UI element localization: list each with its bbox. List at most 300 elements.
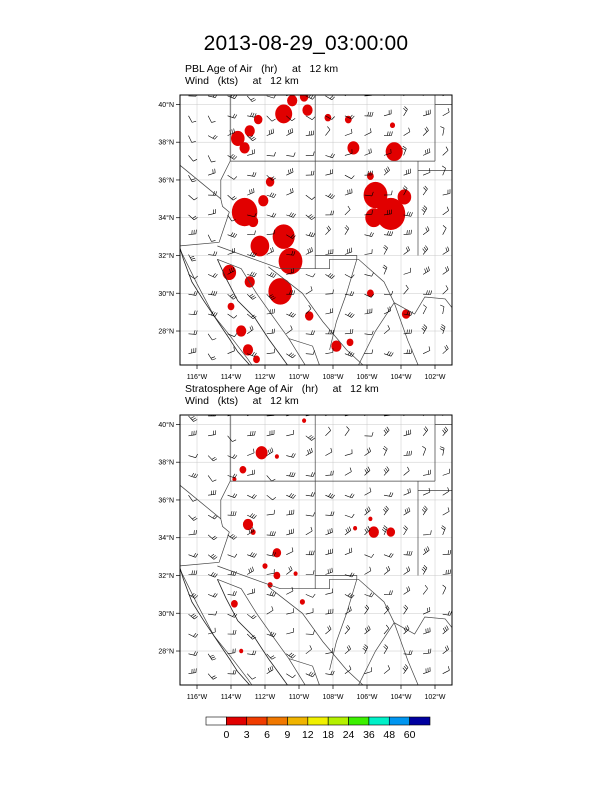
wind-barb-26: [422, 325, 427, 334]
colorbar-swatch-5: [308, 717, 328, 725]
wind-barb-116: [267, 510, 275, 515]
wind-barb-87: [247, 231, 255, 235]
wind-barb-133: [325, 169, 332, 175]
lon-tick-label: 110°W: [288, 374, 310, 381]
lon-tick-label: 104°W: [390, 374, 412, 381]
wind-barb-0: [189, 668, 197, 673]
wind-barb-71: [208, 572, 217, 577]
colorbar: [206, 717, 430, 741]
wind-barb-132: [306, 171, 314, 175]
wind-barb-138: [423, 488, 430, 495]
state-border-6: [315, 576, 357, 580]
wind-barb-177: [365, 432, 374, 436]
wind-barb-36: [345, 625, 350, 634]
wind-barb-127: [208, 169, 215, 176]
colorbar-swatch-8: [369, 717, 389, 725]
wind-barb-117: [286, 188, 293, 195]
wind-barb-12: [423, 346, 430, 353]
age-of-air-blob-28: [236, 325, 246, 336]
wind-barb-159: [286, 128, 293, 136]
colorbar-swatch-9: [389, 717, 409, 725]
wind-barb-119: [325, 194, 334, 199]
wind-barb-59: [247, 589, 254, 595]
wind-barb-118: [306, 195, 315, 200]
wind-barb-145: [286, 153, 295, 157]
wind-barb-163: [365, 128, 372, 135]
state-border-6: [315, 256, 357, 260]
wind-barb-62: [306, 594, 315, 597]
lon-tick-label: 102°W: [424, 374, 446, 381]
wind-barb-15: [208, 334, 216, 340]
wind-barb-146: [306, 152, 315, 156]
wind-barb-83: [443, 247, 449, 255]
wind-barb-120: [345, 514, 354, 518]
colorbar-swatch-4: [287, 717, 307, 725]
wind-barb-66: [383, 265, 387, 274]
age-of-air-blob-15: [369, 526, 379, 537]
age-of-air-blob-6: [302, 104, 312, 115]
lon-tick-label: 116°W: [186, 694, 208, 701]
colorbar-swatch-7: [349, 717, 369, 725]
wind-barb-110: [423, 530, 431, 535]
wind-barb-37: [365, 309, 373, 315]
wind-barb-136: [384, 492, 393, 496]
wind-barb-84: [189, 230, 197, 235]
wind-barb-161: [325, 448, 332, 456]
wind-barb-131: [286, 493, 295, 498]
age-of-air-blob-20: [248, 216, 258, 227]
wind-barb-144: [267, 152, 276, 156]
wind-barb-125: [443, 189, 450, 195]
lon-tick-label: 108°W: [322, 694, 344, 701]
lat-tick-label: 38°N: [158, 139, 174, 147]
wind-barb-185: [247, 96, 256, 102]
wind-barb-140: [189, 473, 198, 478]
wind-barb-6: [306, 350, 315, 354]
age-of-air-blob-11: [386, 142, 403, 161]
wind-barb-179: [404, 430, 411, 436]
wind-barb-1: [208, 674, 217, 680]
wind-barb-114: [228, 511, 237, 515]
wind-barb-138: [423, 168, 430, 175]
wind-barb-100: [228, 534, 237, 539]
wind-barb-24: [384, 325, 390, 334]
panel2-wind-label: Wind (kts) at 12 km: [185, 395, 299, 407]
wind-barb-82: [422, 565, 427, 574]
wind-barb-30: [228, 314, 237, 318]
wind-barb-151: [404, 467, 410, 476]
state-border-14: [330, 579, 357, 670]
lat-tick-label: 30°N: [158, 610, 174, 618]
age-of-air-blob-31: [305, 311, 314, 320]
wind-barb-173: [286, 430, 293, 436]
wind-barb-92: [345, 225, 349, 234]
wind-barb-62: [306, 274, 315, 278]
wind-barb-58: [228, 591, 237, 595]
panel1-field-label: PBL Age of Air (hr) at 12 km: [185, 63, 339, 75]
age-of-air-blob-17: [368, 517, 372, 522]
wind-barb-171: [247, 431, 255, 436]
wind-barb-172: [267, 116, 276, 121]
wind-barb-85: [208, 235, 215, 242]
wind-barb-17: [247, 326, 253, 334]
wind-barb-95: [404, 551, 413, 555]
wind-barb-103: [286, 529, 293, 535]
wind-barb-67: [404, 268, 411, 275]
pacific-coastline: [129, 491, 257, 693]
wind-barb-15: [208, 654, 216, 660]
wind-barb-14: [189, 651, 198, 655]
wind-barb-81: [404, 567, 410, 575]
wind-barb-165: [404, 128, 410, 136]
wind-barb-11: [404, 350, 412, 354]
wind-barb-149: [365, 149, 372, 156]
wind-barb-27: [440, 325, 445, 334]
wind-barb-108: [382, 526, 387, 535]
wind-barb-28: [189, 633, 198, 637]
wind-barb-16: [228, 333, 237, 336]
wind-barb-106: [345, 206, 350, 215]
state-border-13: [268, 587, 367, 689]
wind-barb-147: [325, 471, 333, 476]
wind-barb-37: [365, 626, 371, 634]
state-border-0: [129, 443, 221, 519]
wind-barb-114: [228, 195, 237, 200]
wind-barb-75: [286, 566, 292, 574]
wind-barb-111: [441, 526, 445, 535]
wind-barb-115: [247, 513, 256, 518]
wind-barb-152: [423, 470, 431, 476]
wind-barb-41: [443, 626, 449, 635]
wind-barb-63: [325, 589, 332, 595]
wind-barb-136: [384, 167, 390, 176]
age-of-air-blob-33: [347, 339, 354, 347]
lon-tick-label: 108°W: [322, 374, 344, 381]
wind-barb-82: [423, 246, 428, 255]
wind-barb-174: [306, 435, 315, 440]
age-of-air-blob-7: [300, 92, 309, 101]
wind-barb-166: [423, 127, 428, 136]
wind-barb-145: [286, 472, 295, 477]
wind-barb-54: [423, 290, 432, 294]
age-of-air-blob-14: [239, 649, 243, 654]
wind-barb-24: [384, 645, 388, 654]
wind-barb-97: [443, 225, 447, 234]
lon-tick-label: 116°W: [186, 374, 208, 381]
lon-tick-label: 106°W: [356, 374, 378, 381]
age-of-air-blob-1: [240, 466, 247, 474]
age-of-air-blob-1: [245, 125, 255, 136]
colorbar-label: 24: [342, 729, 355, 741]
lat-tick-label: 36°N: [158, 497, 174, 505]
lat-tick-label: 40°N: [158, 101, 174, 109]
wind-barb-137: [404, 488, 411, 495]
wind-barb-70: [189, 570, 197, 574]
wind-barb-152: [423, 148, 430, 155]
age-of-air-blob-27: [228, 303, 235, 311]
wind-barb-98: [189, 530, 197, 535]
wind-barb-66: [384, 590, 393, 594]
wind-barb-120: [345, 189, 352, 195]
wind-barb-79: [365, 567, 371, 575]
age-of-air-blob-25: [223, 265, 237, 280]
wind-barb-13: [443, 345, 449, 354]
wind-barb-10: [384, 665, 390, 674]
wind-barb-90: [306, 551, 315, 555]
age-of-air-blob-13: [231, 600, 238, 608]
wind-barb-167: [440, 447, 444, 456]
colorbar-swatch-2: [247, 717, 267, 725]
wind-barb-35: [325, 626, 331, 635]
panel2-field-label: Stratosphere Age of Air (hr) at 12 km: [185, 383, 379, 395]
wind-barb-142: [228, 154, 237, 159]
wind-barb-158: [267, 448, 273, 456]
wind-barb-22: [345, 329, 353, 334]
colorbar-swatch-6: [328, 717, 348, 725]
wind-barb-94: [384, 231, 393, 235]
wind-barb-140: [189, 155, 198, 161]
wind-barb-59: [247, 272, 256, 277]
wind-barb-60: [267, 272, 276, 277]
wind-barb-115: [247, 188, 254, 195]
wind-barb-122: [383, 506, 388, 515]
wind-barb-116: [267, 193, 276, 198]
wind-barb-93: [365, 232, 374, 236]
wind-barb-45: [247, 614, 256, 619]
wind-barb-128: [228, 175, 237, 179]
wind-barb-33: [286, 312, 295, 317]
wind-barbs: [189, 407, 452, 680]
wind-barb-181: [443, 108, 450, 116]
colorbar-label: 9: [284, 729, 291, 741]
wind-barb-180: [423, 427, 428, 436]
age-of-air-blob-30: [253, 356, 260, 364]
wind-barb-109: [403, 526, 407, 535]
wind-barb-91: [325, 549, 332, 555]
wind-barb-45: [247, 294, 256, 299]
wind-barb-137: [404, 169, 411, 176]
age-of-air-blob-2: [240, 142, 250, 153]
age-of-air-blob-18: [353, 526, 357, 531]
wind-barb-128: [228, 494, 237, 498]
wind-barb-132: [306, 492, 315, 496]
wind-barb-130: [267, 495, 276, 500]
wind-barb-133: [325, 493, 334, 498]
lat-tick-label: 32°N: [158, 252, 174, 260]
wind-barb-74: [267, 569, 275, 574]
wind-barb-158: [267, 129, 274, 136]
wind-barb-96: [423, 226, 429, 234]
lon-tick-label: 110°W: [288, 694, 310, 701]
wind-barb-78: [345, 573, 354, 577]
state-border-0: [129, 123, 221, 199]
colorbar-swatch-3: [267, 717, 287, 725]
wind-barb-65: [365, 273, 374, 277]
wind-barb-95: [404, 230, 412, 235]
wind-barb-159: [286, 453, 295, 457]
wind-barb-68: [423, 585, 428, 594]
wind-barb-7: [325, 348, 333, 353]
chart-title: 2013-08-29_03:00:00: [203, 32, 409, 55]
wind-barb-134: [345, 175, 354, 179]
age-of-air-blob-10: [294, 571, 298, 576]
wind-barb-30: [228, 630, 237, 634]
wind-barb-38: [384, 625, 389, 634]
age-of-air-blob-9: [274, 572, 281, 580]
wind-barb-80: [384, 566, 390, 574]
wind-barb-168: [189, 431, 197, 436]
wind-barb-112: [189, 195, 198, 200]
wind-barb-105: [325, 211, 333, 215]
wind-barb-22: [345, 645, 351, 654]
wind-barb-105: [325, 528, 332, 535]
wind-barb-94: [384, 553, 393, 557]
lon-tick-label: 112°W: [254, 694, 276, 701]
wind-barb-81: [404, 246, 410, 254]
lon-tick-label: 102°W: [424, 694, 446, 701]
colorbar-label: 3: [243, 729, 250, 741]
wind-barb-181: [443, 427, 448, 436]
wind-barb-72: [228, 571, 237, 575]
state-border-17: [289, 339, 320, 365]
wind-barb-91: [325, 226, 330, 235]
age-of-air-blob-5: [287, 95, 297, 106]
wind-barb-126: [189, 175, 197, 182]
age-of-air-blob-36: [390, 122, 395, 128]
colorbar-label: 12: [301, 729, 314, 741]
wind-barb-179: [403, 107, 407, 116]
colorbar-label: 0: [223, 729, 230, 741]
wind-barb-0: [189, 348, 196, 354]
wind-barb-102: [267, 213, 276, 217]
lat-tick-label: 38°N: [158, 459, 174, 467]
wind-barb-177: [365, 112, 374, 116]
wind-barb-2: [228, 670, 237, 674]
wind-barb-124: [423, 186, 427, 195]
wind-barb-55: [443, 285, 448, 294]
age-of-air-blob-8: [325, 114, 332, 122]
wind-barb-112: [189, 515, 198, 520]
wind-barb-154: [189, 136, 196, 143]
wind-barb-51: [365, 605, 369, 614]
age-of-air-blob-4: [275, 104, 292, 123]
wind-barb-160: [306, 131, 314, 136]
wind-barb-41: [440, 305, 444, 314]
wind-barb-160: [306, 448, 313, 456]
wind-barb-124: [422, 506, 427, 515]
wind-barb-153: [443, 469, 450, 476]
wind-barb-87: [247, 552, 256, 557]
wind-barb-77: [325, 249, 333, 254]
wind-barb-90: [306, 232, 315, 237]
wind-barb-151: [402, 146, 406, 155]
wind-barb-12: [423, 667, 430, 674]
wind-barb-141: [208, 155, 215, 162]
wind-barb-169: [208, 116, 215, 123]
wind-barb-144: [267, 475, 276, 481]
wind-barb-129: [247, 172, 256, 176]
wind-barb-73: [247, 567, 253, 575]
wind-barb-106: [345, 527, 351, 535]
wind-barb-53: [404, 285, 409, 294]
lat-tick-label: 34°N: [158, 535, 174, 543]
wind-barb-169: [208, 430, 216, 435]
wind-barb-78: [345, 248, 352, 255]
wind-barb-13: [443, 666, 450, 674]
age-of-air-blob-24: [268, 278, 292, 304]
age-of-air-blob-16: [387, 527, 396, 536]
wind-barb-156: [228, 454, 237, 458]
wind-barb-131: [286, 168, 293, 175]
wind-barb-33: [286, 628, 293, 634]
wind-barb-40: [423, 628, 430, 635]
wind-barb-89: [286, 547, 293, 554]
age-of-air-blob-18: [258, 195, 268, 206]
wind-barb-172: [267, 430, 274, 436]
age-of-air-blob-4: [302, 418, 306, 423]
wind-barb-150: [384, 467, 389, 476]
panel-pbl-map: [129, 67, 503, 397]
wind-barb-167: [440, 127, 444, 136]
wind-barb-40: [423, 305, 426, 314]
wind-barb-8: [345, 666, 351, 674]
age-of-air-blob-8: [262, 563, 267, 569]
wind-barb-113: [208, 515, 217, 519]
wind-barb-125: [443, 507, 450, 515]
wind-barb-117: [286, 510, 294, 515]
wind-barb-154: [189, 454, 198, 458]
wind-barb-53: [404, 605, 408, 614]
wind-barb-168: [189, 116, 197, 123]
lat-tick-label: 34°N: [158, 215, 174, 223]
wind-barb-92: [345, 548, 352, 555]
wind-barb-123: [404, 507, 410, 515]
wind-barb-83: [443, 570, 451, 575]
wind-barb-153: [443, 147, 448, 156]
colorbar-label: 18: [322, 729, 335, 741]
wind-barb-143: [247, 470, 254, 476]
wind-barb-11: [403, 665, 408, 674]
wind-barb-79: [365, 249, 373, 254]
wind-barb-20: [306, 645, 312, 653]
wind-barb-27: [443, 646, 449, 654]
wind-barb-98: [189, 215, 198, 220]
age-of-air-blob-21: [251, 236, 270, 257]
wind-barb-64: [345, 274, 354, 278]
wind-barb-162: [345, 449, 352, 455]
wind-barb-134: [345, 494, 354, 498]
wind-barb-96: [423, 546, 429, 554]
wind-barb-67: [404, 586, 410, 594]
lon-tick-label: 112°W: [254, 374, 276, 381]
wind-barb-165: [404, 451, 412, 456]
wind-barb-103: [286, 213, 295, 218]
colorbar-swatch-10: [410, 717, 430, 725]
age-of-air-blob-23: [279, 248, 303, 274]
wind-barb-34: [306, 630, 315, 634]
wind-barb-80: [384, 245, 388, 254]
age-of-air-blob-16: [398, 189, 412, 204]
wind-barb-162: [345, 129, 352, 136]
wind-barb-141: [208, 475, 216, 481]
state-border-2: [281, 387, 315, 589]
lat-tick-label: 40°N: [158, 421, 174, 429]
wind-barb-178: [384, 427, 389, 436]
wind-barb-3: [247, 674, 256, 680]
wind-barb-155: [208, 456, 217, 461]
wind-barb-76: [306, 247, 313, 254]
colorbar-label: 36: [363, 729, 375, 741]
